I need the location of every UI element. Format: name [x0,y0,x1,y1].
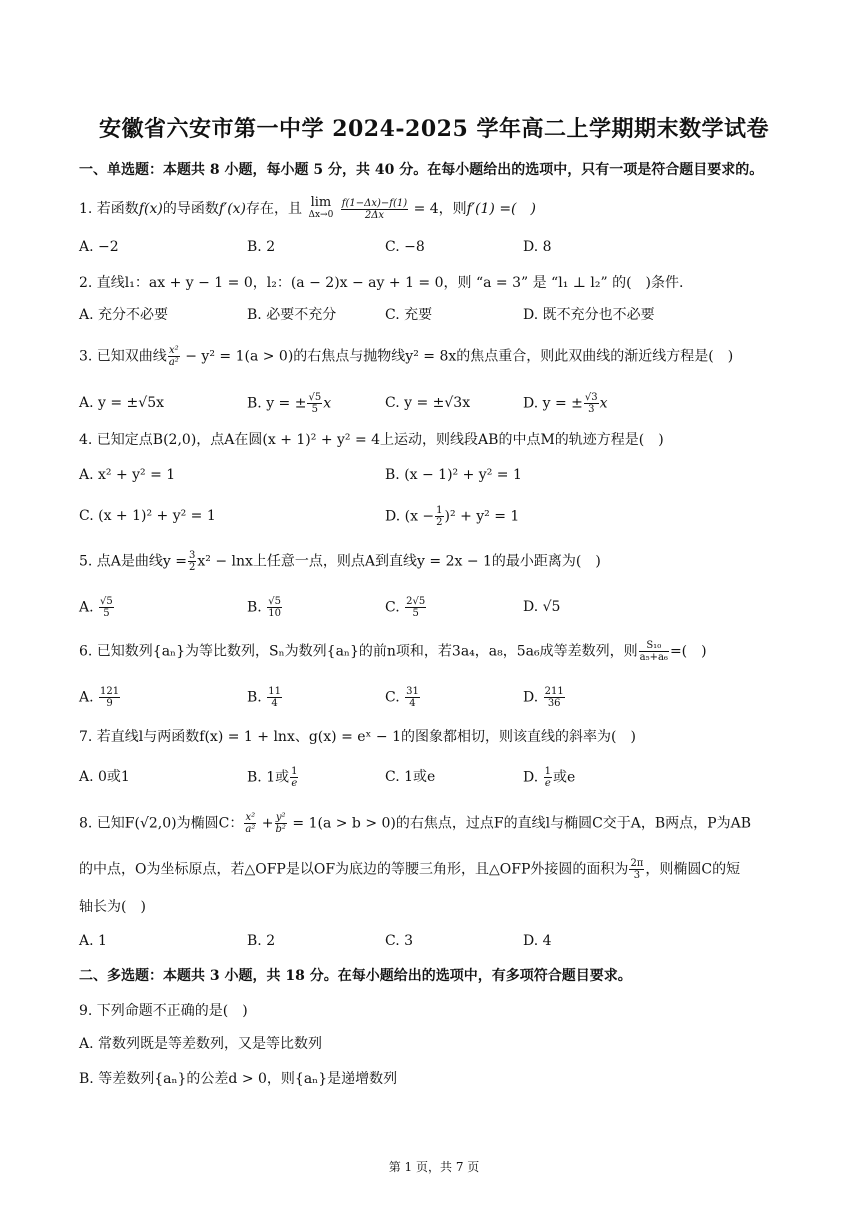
question-7-option-a: A. 0或1 [79,769,130,785]
question-3-option-a: A. y = ±√5x [79,395,165,411]
question-8-stem-line-3: 轴长为( ) [79,899,146,915]
limit-expression: lim Δx→0 [308,195,334,220]
question-4-stem: 4. 已知定点B(2,0)，点A在圆(x + 1)² + y² = 4上运动，则线段AB的中点M的轨迹方程是( ) [79,432,664,448]
question-1-option-a: A. −2 [79,239,119,255]
question-9-option-a: A. 常数列既是等差数列，又是等比数列 [79,1036,323,1052]
question-6-option-c: C. $\frac{31}{4}$ [385,686,419,709]
question-1-option-d: D. 8 [523,239,552,255]
question-8-option-b: B. 2 [247,933,276,949]
section-multiple-choice-heading: 二、多选题：本题共 3 小题，共 18 分。在每小题给出的选项中，有多项符合题目要求。 [79,968,632,984]
section-single-choice-heading: 一、单选题：本题共 8 小题，每小题 5 分，共 40 分。在每小题给出的选项中，只有一项是符合题目要求的。 [79,162,764,178]
difference-quotient: $\frac{f(1-\Delta x)-f(1)}{2\Delta x}$ [341,197,408,221]
question-7-option-d: D. $\frac{1}{e}$ 或e [523,766,576,789]
question-2-option-a: A. 充分不必要 [79,307,169,323]
question-3-option-d: D. y = ± $\frac{√3}{3}$ x [523,392,608,415]
page-footer: 第 1 页，共 7 页 [388,1160,480,1174]
question-8-option-a: A. 1 [79,933,107,949]
hyperbola-fraction: $\frac{\text{x²}}{\text{a²}}$ [168,345,179,368]
question-5-option-c: C. $\frac{2√5}{5}$ [385,596,426,619]
question-2-stem: 2. 直线l₁：ax + y − 1 = 0，l₂：(a − 2)x − ay + 1 = 0，则 “a = 3” 是 “l₁ ⊥ l₂” 的( )条件. [79,275,684,291]
question-6-option-b: B. $\frac{11}{4}$ [247,686,281,709]
question-2-option-b: B. 必要不充分 [247,307,337,323]
question-4-option-b: B. (x − 1)² + y² = 1 [385,467,522,483]
question-4-option-c: C. (x + 1)² + y² = 1 [79,508,216,524]
question-2-option-d: D. 既不充分也不必要 [523,307,655,323]
question-6-stem: 6. 已知数列{aₙ}为等比数列，Sₙ为数列{aₙ}的前n项和，若3a₄，a₈，5a₆成等差数列，则 $\frac{\text{S₁₀}}{\text{a₅+a₆}}$ =( ) [79,640,707,663]
question-9-stem: 9. 下列命题不正确的是( ) [79,1003,248,1019]
question-3-option-c: C. y = ±√3x [385,395,471,411]
question-8-stem-line-2: 的中点，O为坐标原点，若△OFP是以OF为底边的等腰三角形，且△OFP外接圆的面积为 $\frac{2\pi}{3}$ ，则椭圆C的短 [79,858,741,881]
question-5-option-d: D. √5 [523,599,561,615]
exam-title: 安徽省六安市第一中学 2024-2025 学年高二上学期期末数学试卷 [99,116,769,142]
question-9-option-b: B. 等差数列{aₙ}的公差d > 0，则{aₙ}是递增数列 [79,1071,398,1087]
question-5-stem: 5. 点A是曲线y = $\frac{3}{2}$ x² − lnx上任意一点，则点A到直线y = 2x − 1的最小距离为( ) [79,550,601,573]
question-6-option-d: D. $\frac{211}{36}$ [523,686,564,709]
question-7-option-c: C. 1或e [385,769,436,785]
question-8-stem-line-1: 8. 已知F(√2,0)为椭圆C： $\frac{\text{x²}}{\text{a²}}$ + $\frac{\text{y²}}{\text{b²}}$ = 1(a > b > 0)的右焦点，过点F的直线l与椭圆C交于A，B两点，P为AB [79,812,751,835]
question-8-option-d: D. 4 [523,933,552,949]
question-1-option-c: C. −8 [385,239,425,255]
question-2-option-c: C. 充要 [385,307,433,323]
question-3-option-b: B. y = ± $\frac{√5}{5}$ x [247,392,332,415]
question-4-option-a: A. x² + y² = 1 [79,467,176,483]
question-1-stem: 1. 若函数f(x)的导函数f′(x)存在，且 lim Δx→0 $\frac{f(1-\Delta x)-f(1)}{2\Delta x}$ = 4，则f′(1) =( ) [79,195,536,221]
question-7-stem: 7. 若直线l与两函数f(x) = 1 + lnx、g(x) = eˣ − 1的图象都相切，则该直线的斜率为( ) [79,729,636,745]
question-8-option-c: C. 3 [385,933,414,949]
question-5-option-a: A. $\frac{√5}{5}$ [79,596,113,619]
question-6-option-a: A. $\frac{121}{9}$ [79,686,120,709]
question-3-stem: 3. 已知双曲线 $\frac{\text{x²}}{\text{a²}}$ − y² = 1(a > 0)的右焦点与抛物线y² = 8x的焦点重合，则此双曲线的渐近线方程是( ) [79,345,734,368]
question-1-option-b: B. 2 [247,239,276,255]
question-5-option-b: B. $\frac{√5}{10}$ [247,596,281,619]
question-4-option-d: D. (x − $\frac{1}{2}$ )² + y² = 1 [385,505,520,528]
question-7-option-b: B. 1或 $\frac{1}{e}$ [247,766,298,789]
